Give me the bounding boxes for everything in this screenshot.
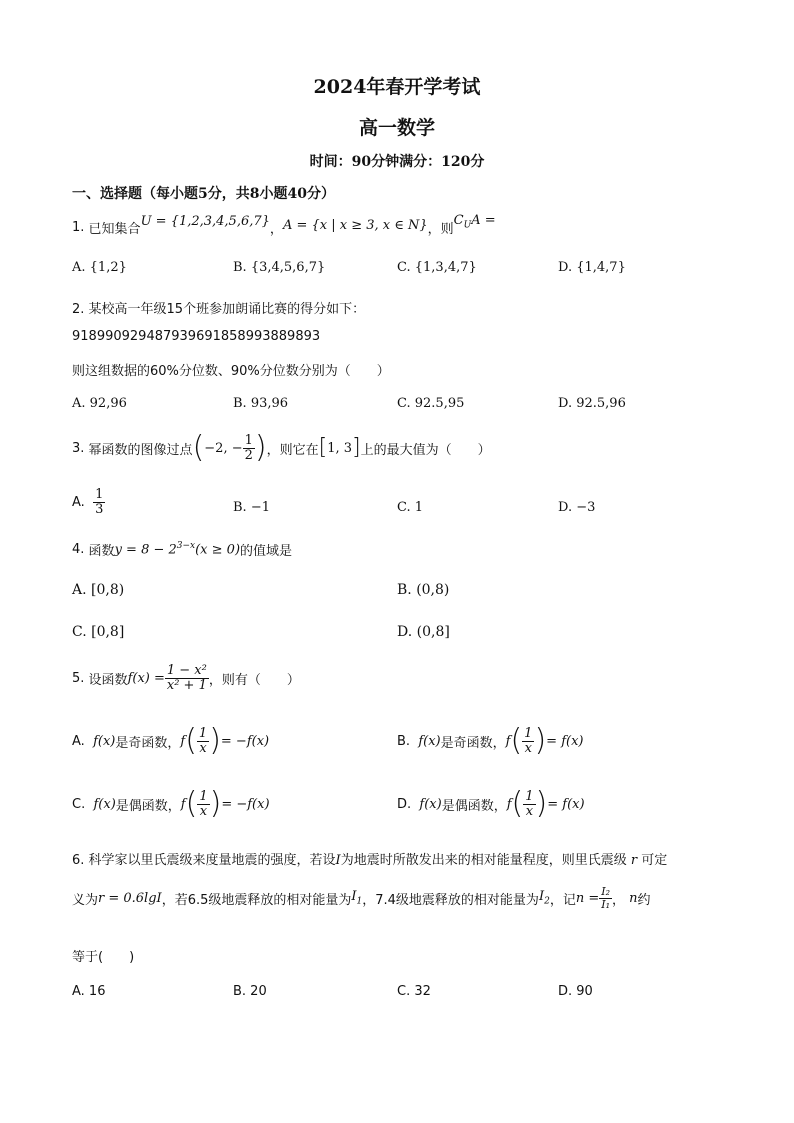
question-5	[72, 664, 300, 692]
q3-option-c[interactable]: C. 1	[397, 500, 424, 515]
q3-option-a[interactable]: A. $\frac{1}{3}$	[72, 487, 104, 517]
q3-interval: 1, 3	[327, 440, 353, 456]
q6-option-b[interactable]: B. 20	[233, 984, 267, 999]
q1-set-a: A = {x | x ≥ 3, x ∈ N}	[282, 218, 428, 233]
q1-option-c[interactable]: C. {1,3,4,7}	[397, 260, 477, 275]
q6-line-3: 等于( )	[72, 950, 135, 965]
q2-option-b[interactable]: B. 93,96	[233, 396, 289, 411]
exam-meta: 时间：90分钟满分：120分	[309, 154, 485, 170]
q5-option-b[interactable]: B. f(x) 是奇函数， f ( $\frac{1}{x}$ ) = f(x)	[397, 723, 584, 758]
q2-data: 918990929487939691858993889893	[72, 329, 321, 344]
exam-subject: 高一数学	[358, 117, 435, 139]
q2-stem: 2. 某校高一年级15个班参加朗诵比赛的得分如下：	[72, 302, 366, 317]
exam-title: 2024年春开学考试	[313, 76, 481, 98]
q2-option-a[interactable]: A. 92,96	[72, 396, 127, 411]
q1-set-u: U = {1,2,3,4,5,6,7}	[140, 214, 270, 229]
q3-text3: 上的最大值为（ ）	[360, 442, 491, 458]
q3-option-d[interactable]: D. −3	[558, 500, 596, 515]
q4-option-a[interactable]: A. [0,8)	[72, 582, 125, 598]
question-4	[72, 540, 292, 559]
q4-function: $y = 8 - 2^{3-x}(x \ge 0)$	[114, 541, 241, 558]
q3-bracket-left: [	[318, 435, 328, 460]
q1-text1: 已知集合	[88, 222, 141, 237]
q1-text2: ，则	[427, 222, 454, 237]
q4-option-d[interactable]: D. (0,8]	[397, 624, 450, 640]
q3-option-b[interactable]: B. −1	[233, 500, 270, 515]
q4-text2: 的值域是	[240, 544, 293, 559]
q4-text1: 函数	[88, 544, 115, 559]
q6-option-a[interactable]: A. 16	[72, 984, 106, 999]
q6-line-2: 义为 r = 0.6lgI ，若6.5级地震释放的相对能量为 $I_1$ ，7.4级地震释放的相对能量为 $I_2$ ，记 n = $\frac{\text{I₂}}{\text{I₁}}$ ， n 约	[72, 885, 651, 911]
q4-option-c[interactable]: C. [0,8]	[72, 624, 125, 640]
q6-option-d[interactable]: D. 90	[558, 984, 593, 999]
q3-paren-left: (	[192, 430, 205, 465]
q1-complement: $C_UA$ =	[453, 212, 496, 231]
q5-fx: f(x) =	[127, 670, 165, 686]
q3-point: −2, −	[204, 440, 243, 456]
q5-text1: 设函数	[88, 672, 128, 688]
question-3	[72, 430, 491, 465]
q3-paren-right: )	[254, 430, 267, 465]
q4-option-b[interactable]: B. (0,8)	[397, 582, 450, 598]
q2-option-d[interactable]: D. 92.5,96	[558, 396, 626, 411]
q5-option-c[interactable]: C. f(x) 是偶函数， f ( $\frac{1}{x}$ ) = −f(x)	[72, 786, 270, 821]
section-heading: 一、选择题（每小题5分，共8小题40分）	[72, 186, 335, 202]
q1-option-a[interactable]: A. {1,2}	[72, 260, 127, 275]
q5-option-a[interactable]: A. f(x) 是奇函数， f ( $\frac{1}{x}$ ) = −f(x)	[72, 723, 270, 758]
q3-text2: ，则它在	[266, 442, 319, 458]
q2-question: 则这组数据的60%分位数、90%分位数分别为（ ）	[72, 364, 390, 379]
q1-num: 1.	[72, 220, 85, 235]
q5-option-d[interactable]: D. f(x) 是偶函数， f ( $\frac{1}{x}$ ) = f(x)	[397, 786, 585, 821]
q1-option-b[interactable]: B. {3,4,5,6,7}	[233, 260, 326, 275]
q6-line-1: 6. 科学家以里氏震级来度量地震的强度，若设I为地震时所散发出来的相对能量程度，则里氏震级 r 可定	[72, 853, 668, 868]
q3-point-frac: $\frac{1}{2}$	[244, 432, 253, 463]
q1-option-d[interactable]: D. {1,4,7}	[558, 260, 626, 275]
q6-option-c[interactable]: C. 32	[397, 984, 431, 999]
q3-bracket-right: ]	[352, 435, 361, 460]
q4-num: 4.	[72, 542, 85, 557]
q1-sep: ，	[269, 222, 283, 237]
q3-num: 3.	[72, 440, 85, 456]
question-1	[72, 212, 496, 237]
q5-num: 5.	[72, 670, 85, 686]
q5-text2: ，则有（ ）	[208, 672, 300, 688]
q2-option-c[interactable]: C. 92.5,95	[397, 396, 465, 411]
q3-text1: 幂函数的图像过点	[88, 442, 193, 458]
q5-fraction: $\frac{\text{1 − x²}}{\text{x² + 1}}$	[166, 663, 207, 693]
